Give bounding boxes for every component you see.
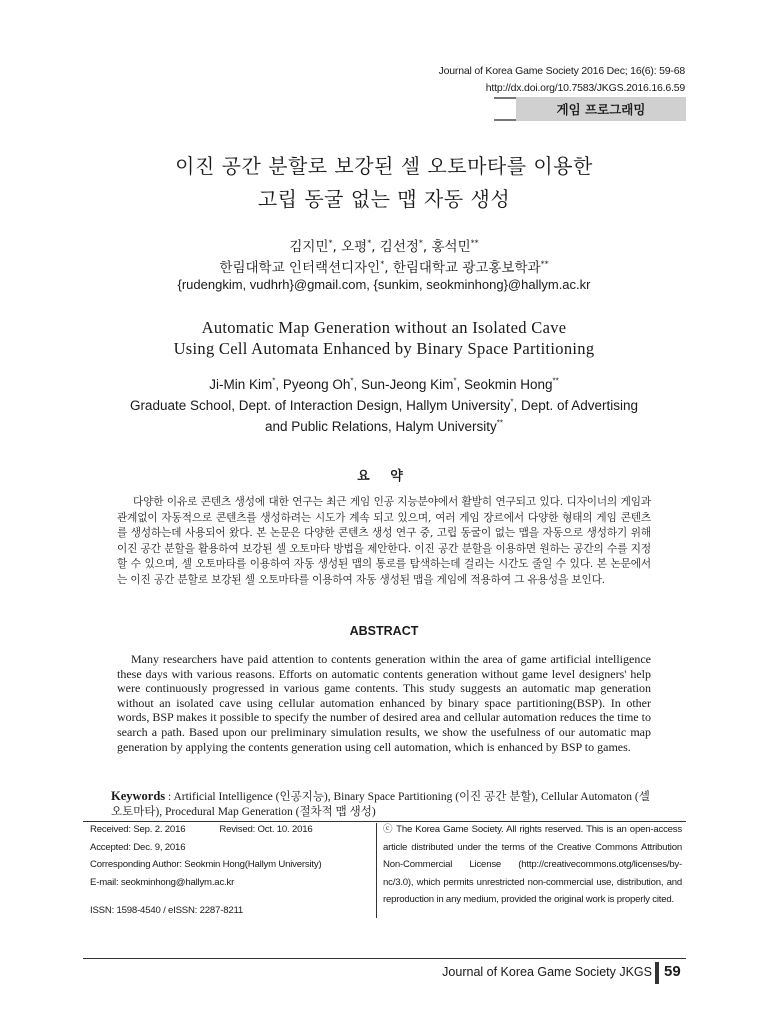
- author-mark: **: [470, 238, 479, 248]
- author-mark: *: [367, 238, 372, 248]
- article-history: [90, 821, 370, 891]
- affiliation-english-line-2: [0, 419, 768, 434]
- affiliation-mark: *: [380, 259, 385, 269]
- title-english-line-2: Using Cell Automata Enhanced by Binary Space Partitioning: [173, 339, 595, 358]
- received-date: Received: Sep. 2. 2016: [90, 824, 186, 835]
- author-mark: *: [328, 238, 333, 248]
- title-korean-line-1: 이진 공간 분할로 보강된 셀 오토마타를 이용한: [175, 154, 593, 178]
- author-name: Pyeong Oh: [282, 377, 351, 392]
- abstract-korean-heading: 요 약: [357, 469, 411, 484]
- author-mark: **: [552, 376, 559, 386]
- authors-english: Ji-Min Kim*, Pyeong Oh*, Sun-Jeong Kim*, Seokmin Hong**: [209, 376, 559, 392]
- author-name: 김선정: [379, 239, 419, 255]
- footer-rule: [83, 958, 686, 959]
- footer-journal-name: Journal of Korea Game Society JKGS: [442, 965, 652, 979]
- contact-email[interactable]: E-mail: seokminhong@hallym.ac.kr: [90, 876, 235, 888]
- author-mark: *: [350, 376, 354, 386]
- section-tag-rule: [494, 97, 516, 121]
- author-mark: *: [272, 376, 276, 386]
- author-name: Sun-Jeong Kim: [361, 377, 454, 392]
- dates-row: [90, 821, 370, 839]
- affiliation-part: Graduate School, Dept. of Interaction Design, Hallym University: [129, 398, 511, 413]
- author-emails: {rudengkim, vudhrh}@gmail.com, {sunkim, seokminhong}@hallym.ac.kr: [177, 277, 591, 292]
- affiliation-english-line-1: [0, 398, 768, 413]
- corresponding-author: Corresponding Author: Seokmin Hong(Hallym University): [90, 859, 322, 870]
- keywords-label: Keywords: [111, 789, 166, 803]
- author-name: Ji-Min Kim: [209, 377, 273, 392]
- author-mark: *: [418, 238, 423, 248]
- keywords: [111, 789, 659, 819]
- affiliation-part: , Dept. of Advertising: [513, 398, 639, 413]
- affiliation-mark: **: [540, 259, 549, 269]
- info-column-divider: [376, 823, 377, 918]
- doi-link[interactable]: http://dx.doi.org/10.7583/JKGS.2016.16.6.59: [485, 82, 685, 94]
- affiliation-part: and Public Relations, Halym University: [264, 419, 497, 434]
- affiliation-mark: *: [510, 397, 514, 407]
- title-english-line-1: Automatic Map Generation without an Isolated Cave: [201, 318, 567, 337]
- keywords-text: : Artificial Intelligence (인공지능), Binary Space Partitioning (이진 공간 분할), Cellular Automaton (셀 오토마타), Procedural Map Generation (절차적 맵 생성): [111, 791, 650, 818]
- author-name: Seokmin Hong: [463, 377, 553, 392]
- accepted-date: Accepted: Dec. 9, 2016: [90, 841, 186, 853]
- issn: ISSN: 1598-4540 / eISSN: 2287-8211: [90, 905, 244, 916]
- author-name: 김지민: [289, 239, 329, 255]
- abstract-english-body: Many researchers have paid attention to contents generation within the area of game artificial intelligence these days with various reasons. Efforts on automatic contents generation without game level designers' help were continuously progressed in various game contents. This study suggests an automatic map generation without an isolated cave using cellular automation enhanced by binary space partitioning(BSP). In other words, BSP makes it possible to specify the number of desired area and cellular automation reduces the time to search a path. Based upon our preliminary simulation results, we show the usefulness of our automatic map generation by applying the contents generation using cell automation, which is enhanced by BSP to games.: [117, 652, 651, 754]
- affiliation-part: , 한림대학교 광고홍보학과: [384, 260, 541, 276]
- authors-korean: 김지민*, 오평*, 김선정*, 홍석민**: [289, 238, 479, 255]
- author-name: 홍석민: [431, 239, 471, 255]
- author-name: 오평: [341, 239, 368, 255]
- license-notice: ⓒ The Korea Game Society. All rights reserved. This is an open-access article distributed under the terms of the Creative Commons Attribution Non-Commercial License (http://creativecommons.otg/licenses/by-nc/3.0), which permits unrestricted non-commercial use, distribution, and reproduction in any medium, provided the original work is properly cited.: [383, 824, 682, 905]
- abstract-english-heading: ABSTRACT: [349, 624, 419, 638]
- revised-date: Revised: Oct. 10. 2016: [219, 824, 313, 835]
- title-korean-line-2: 고립 동굴 없는 맵 자동 생성: [257, 187, 511, 211]
- affiliation-mark: **: [496, 418, 504, 428]
- affiliation-part: 한림대학교 인터랙션디자인: [219, 260, 381, 276]
- abstract-korean-body: 다양한 이유로 콘텐츠 생성에 대한 연구는 최근 게임 인공 지능분야에서 활발히 연구되고 있다. 디자이너의 게임과 관계없이 자동적으로 콘텐츠를 생성하려는 시도가 계속 되고 있으며, 여러 게임 장르에서 다양한 형태의 게임 콘텐츠를 생성하는데 사용되어 왔다. 본 논문은 다양한 콘텐츠 생성 연구 중, 고립 동굴이 없는 맵을 자동으로 생성하기 위해 이진 공간 분할을 활용하여 보강된 셀 오토마타 방법을 제안한다. 이진 공간 분할을 이용하면 원하는 공간의 수를 지정할 수 있으며, 셀 오토마타를 이용하여 자동 생성된 맵의 통로를 탐색하는데 걸리는 시간도 줄일 수 있다. 본 논문에서는 이진 공간 분할로 보강된 셀 오토마타를 이용하여 자동 생성된 맵을 게임에 적용하여 그 유용성을 보인다.: [117, 496, 651, 586]
- affiliation-korean: [0, 256, 768, 276]
- page-number: 59: [664, 963, 681, 980]
- footer-separator-bar: [655, 962, 659, 984]
- author-mark: *: [453, 376, 457, 386]
- section-tag: 게임 프로그래밍: [516, 97, 686, 121]
- journal-citation: Journal of Korea Game Society 2016 Dec; 16(6): 59-68: [438, 65, 685, 77]
